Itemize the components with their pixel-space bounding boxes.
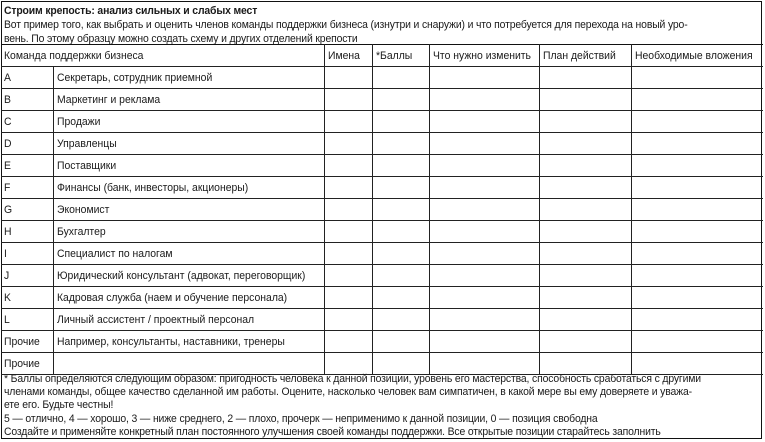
scores-cell[interactable] (372, 331, 429, 353)
action-plan-cell[interactable] (539, 199, 631, 221)
footnote-line-1: * Баллы определяются следующим образом: пригодность человека к данной позиции, уровень его мастерства, способность сработаться с другими (4, 373, 701, 385)
table-row (1, 353, 763, 375)
header-investments: Необходимые вложения (631, 45, 763, 67)
action-plan-cell[interactable] (539, 287, 631, 309)
investments-cell[interactable] (631, 287, 763, 309)
header-team: Команда поддержки бизнеса (1, 45, 324, 67)
row-code (1, 353, 53, 375)
names-cell[interactable] (324, 155, 372, 177)
row-code-text: K (4, 291, 11, 304)
row-role-text: Поставщики (56, 159, 116, 172)
scores-cell[interactable] (372, 309, 429, 331)
investments-cell[interactable] (631, 221, 763, 243)
row-code-text: I (4, 247, 7, 260)
row-role (53, 309, 324, 331)
intro-text-line-2: вень. По этому образцу можно создать схему и других отделений крепости (4, 33, 358, 45)
what-to-change-cell[interactable] (429, 89, 539, 111)
document-title: Строим крепость: анализ сильных и слабых мест (4, 5, 258, 17)
names-cell[interactable] (324, 221, 372, 243)
row-code-text: Прочие (4, 357, 40, 370)
header-action-plan: План действий (539, 45, 631, 67)
investments-cell[interactable] (631, 331, 763, 353)
row-role-text: Личный ассистент / проектный персонал (56, 313, 254, 326)
row-role-text: Бухгалтер (56, 225, 106, 238)
header-what-to-change: Что нужно изменить (429, 45, 539, 67)
table-row (1, 331, 763, 353)
names-cell[interactable] (324, 67, 372, 89)
investments-cell[interactable] (631, 67, 763, 89)
table-row (1, 265, 763, 287)
action-plan-cell[interactable] (539, 89, 631, 111)
names-cell[interactable] (324, 89, 372, 111)
scores-cell[interactable] (372, 287, 429, 309)
row-code-text: E (4, 159, 11, 172)
action-plan-cell[interactable] (539, 177, 631, 199)
table-header-row (1, 45, 763, 67)
names-cell[interactable] (324, 111, 372, 133)
row-role (53, 89, 324, 111)
table-row (1, 89, 763, 111)
scores-cell[interactable] (372, 89, 429, 111)
row-code-text: J (4, 269, 10, 282)
what-to-change-cell[interactable] (429, 243, 539, 265)
row-role-text: Финансы (банк, инвесторы, акционеры) (56, 181, 248, 194)
what-to-change-cell[interactable] (429, 133, 539, 155)
investments-cell[interactable] (631, 155, 763, 177)
table-row (1, 243, 763, 265)
intro-block (4, 4, 759, 46)
scores-cell[interactable] (372, 243, 429, 265)
names-cell[interactable] (324, 309, 372, 331)
action-plan-cell[interactable] (539, 155, 631, 177)
row-role (53, 287, 324, 309)
action-plan-cell[interactable] (539, 111, 631, 133)
row-role-text: Маркетинг и реклама (56, 93, 160, 106)
what-to-change-cell[interactable] (429, 331, 539, 353)
scores-cell[interactable] (372, 155, 429, 177)
row-role (53, 67, 324, 89)
what-to-change-cell[interactable] (429, 265, 539, 287)
investments-cell[interactable] (631, 199, 763, 221)
table-row (1, 199, 763, 221)
scores-cell[interactable] (372, 221, 429, 243)
footnote-line-4: 5 — отлично, 4 — хорошо, 3 — ниже среднего, 2 — плохо, прочерк — неприменимо к данной позиции, 0 — позиция свободна (4, 412, 598, 425)
row-role-text: Продажи (56, 115, 100, 128)
names-cell[interactable] (324, 177, 372, 199)
row-code-text: Прочие (4, 335, 40, 348)
row-role (53, 243, 324, 265)
table-row (1, 221, 763, 243)
names-cell[interactable] (324, 287, 372, 309)
action-plan-cell[interactable] (539, 67, 631, 89)
action-plan-cell[interactable] (539, 309, 631, 331)
action-plan-cell[interactable] (539, 265, 631, 287)
row-code (1, 331, 53, 353)
row-role-text: Например, консультанты, наставники, тренеры (56, 335, 285, 348)
investments-cell[interactable] (631, 265, 763, 287)
row-code-text: F (4, 181, 11, 194)
names-cell[interactable] (324, 265, 372, 287)
row-role (53, 331, 324, 353)
names-cell[interactable] (324, 331, 372, 353)
table-row (1, 155, 763, 177)
row-role (53, 155, 324, 177)
what-to-change-cell[interactable] (429, 309, 539, 331)
investments-cell[interactable] (631, 309, 763, 331)
action-plan-cell[interactable] (539, 353, 631, 375)
row-code (1, 155, 53, 177)
row-role (53, 111, 324, 133)
row-code (1, 243, 53, 265)
row-role-text: Юридический консультант (адвокат, переговорщик) (56, 269, 305, 282)
table-row (1, 177, 763, 199)
row-code-text: G (4, 203, 13, 216)
intro-text-line-1: Вот пример того, как выбрать и оценить членов команды поддержки бизнеса (изнутри и снаружи) и что потребуется для перехода на новый уро- (4, 19, 688, 31)
scores-cell[interactable] (372, 199, 429, 221)
footnote-line-2: членами команды, общее качество сделанной им работы. Оцените, насколько человек вам симпатичен, в какой мере вы ему доверяете и уважа- (4, 386, 692, 399)
action-plan-cell[interactable] (539, 133, 631, 155)
row-code (1, 265, 53, 287)
row-code-text: A (4, 71, 11, 84)
names-cell[interactable] (324, 243, 372, 265)
row-role-text: Экономист (56, 203, 109, 216)
scores-cell[interactable] (372, 265, 429, 287)
row-code (1, 309, 53, 331)
row-code (1, 221, 53, 243)
scores-cell[interactable] (372, 111, 429, 133)
scores-cell[interactable] (372, 177, 429, 199)
scores-cell[interactable] (372, 353, 429, 375)
row-role (53, 353, 324, 375)
table-row (1, 67, 763, 89)
row-role-text: Кадровая служба (наем и обучение персонала) (56, 291, 287, 304)
what-to-change-cell[interactable] (429, 199, 539, 221)
row-code-text: D (4, 137, 12, 150)
what-to-change-cell[interactable] (429, 353, 539, 375)
row-role-text: Специалист по налогам (56, 247, 173, 260)
row-code (1, 67, 53, 89)
table-row (1, 309, 763, 331)
row-code (1, 199, 53, 221)
row-code (1, 111, 53, 133)
row-role (53, 177, 324, 199)
scores-cell[interactable] (372, 67, 429, 89)
investments-cell[interactable] (631, 111, 763, 133)
row-code (1, 89, 53, 111)
row-code-text: B (4, 93, 11, 106)
table-row (1, 287, 763, 309)
investments-cell[interactable] (631, 133, 763, 155)
footnote (4, 373, 759, 439)
what-to-change-cell[interactable] (429, 67, 539, 89)
action-plan-cell[interactable] (539, 221, 631, 243)
what-to-change-cell[interactable] (429, 287, 539, 309)
header-names: Имена (324, 45, 372, 67)
row-role (53, 133, 324, 155)
row-role (53, 265, 324, 287)
names-cell[interactable] (324, 133, 372, 155)
row-code (1, 133, 53, 155)
action-plan-cell[interactable] (539, 243, 631, 265)
investments-cell[interactable] (631, 353, 763, 375)
footnote-line-3: ете его. Будьте честны! (4, 399, 114, 412)
row-code-text: L (4, 313, 10, 326)
support-team-table (1, 44, 763, 375)
scores-cell[interactable] (372, 133, 429, 155)
header-scores: *Баллы (372, 45, 429, 67)
row-code-text: H (4, 225, 12, 238)
investments-cell[interactable] (631, 243, 763, 265)
what-to-change-cell[interactable] (429, 221, 539, 243)
row-code (1, 177, 53, 199)
what-to-change-cell[interactable] (429, 155, 539, 177)
table-row (1, 111, 763, 133)
names-cell[interactable] (324, 199, 372, 221)
investments-cell[interactable] (631, 89, 763, 111)
names-cell[interactable] (324, 353, 372, 375)
footnote-line-5: Создайте и применяйте конкретный план постоянного улучшения своей команды поддержки. Все открытые позиции старайтесь заполнить (4, 425, 661, 438)
action-plan-cell[interactable] (539, 331, 631, 353)
table-row (1, 133, 763, 155)
row-role (53, 199, 324, 221)
row-code (1, 287, 53, 309)
what-to-change-cell[interactable] (429, 111, 539, 133)
row-code-text: C (4, 115, 12, 128)
investments-cell[interactable] (631, 177, 763, 199)
what-to-change-cell[interactable] (429, 177, 539, 199)
row-role (53, 221, 324, 243)
row-role-text: Секретарь, сотрудник приемной (56, 71, 212, 84)
row-role-text: Управленцы (56, 137, 117, 150)
